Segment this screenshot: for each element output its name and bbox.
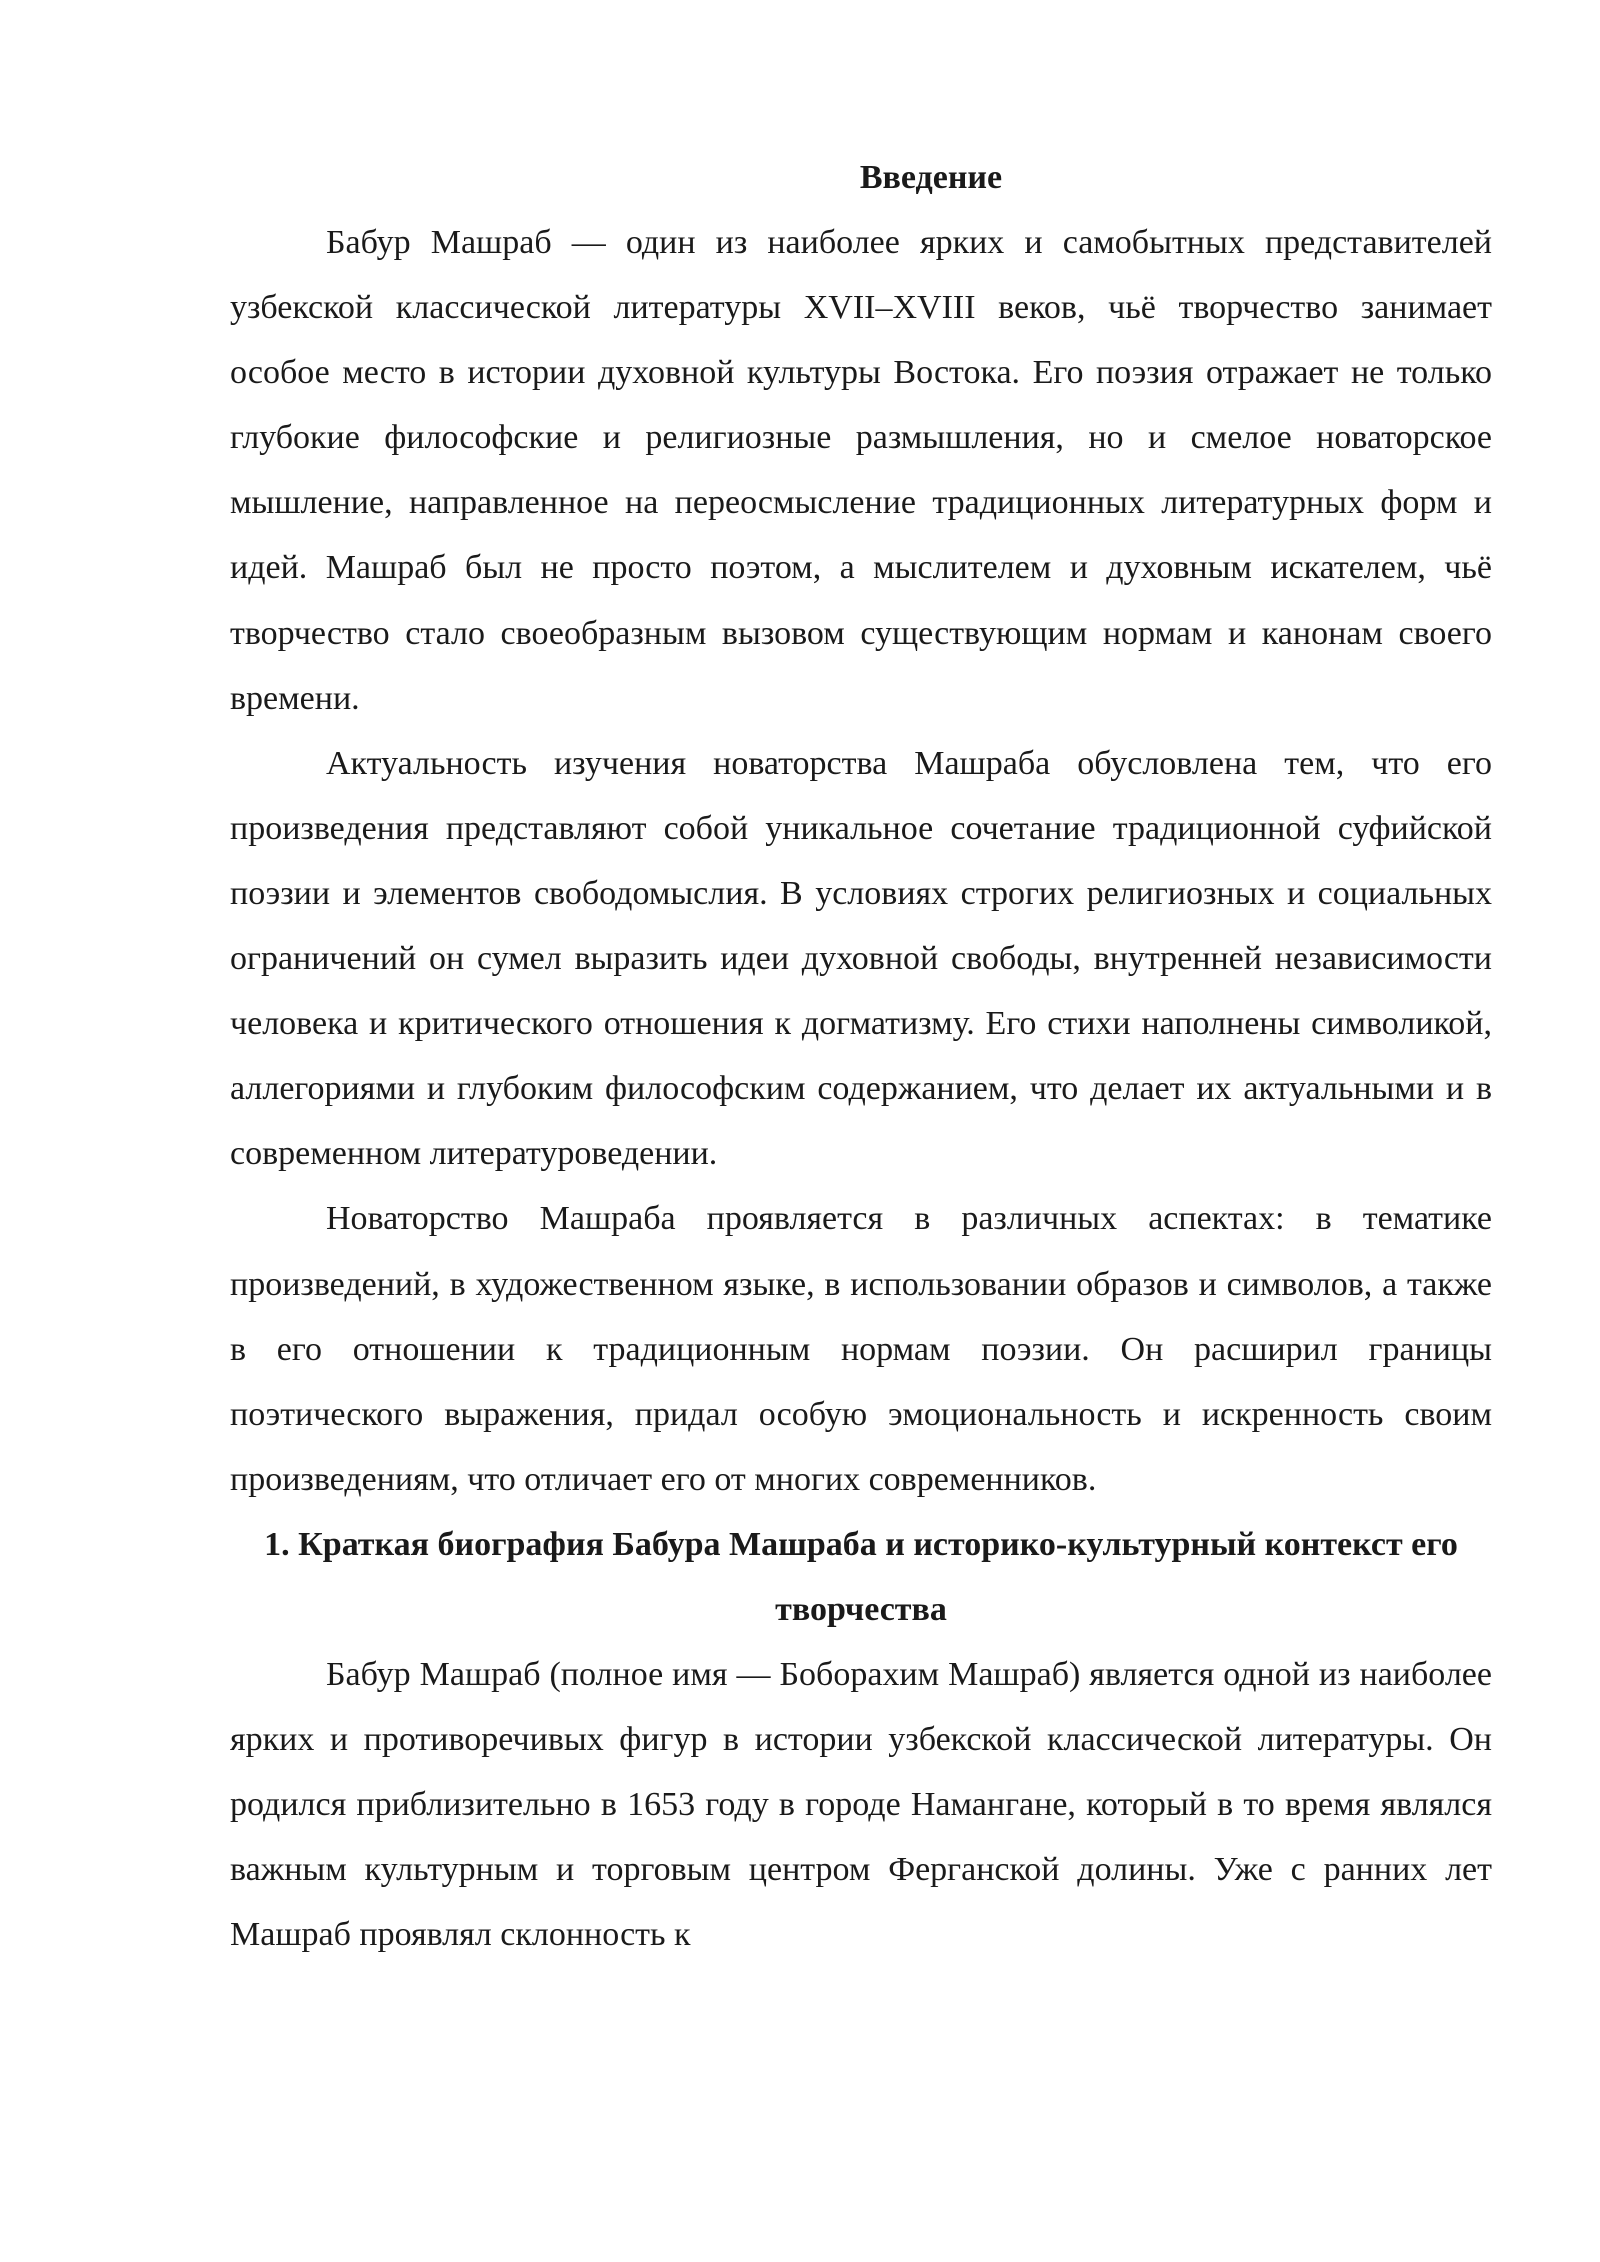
paragraph: Бабур Машраб (полное имя — Боборахим Машраб) является одной из наиболее ярких и противоречивых фигур в истории узбекской классической литературы. Он родился приблизительно в 1653 году в городе Намангане, который в то время являлся важным культурным и торговым центром Ферганской долины. Уже с ранних лет Машраб проявлял склонность к [230,1655,1492,1954]
paragraph: Актуальность изучения новаторства Машраба обусловлена тем, что его произведения представляют собой уникальное сочетание традиционной суфийской поэзии и элементов свободомыслия. В условиях строгих религиозных и социальных ограничений он сумел выразить идеи духовной свободы, внутренней независимости человека и критического отношения к догматизму. Его стихи наполнены символикой, аллегориями и глубоким философским содержанием, что делает их актуальными и в современном литературоведении. [230,744,1492,1173]
paragraph: Новаторство Машраба проявляется в различных аспектах: в тематике произведений, в художественном языке, в использовании образов и символов, а также в его отношении к традиционным нормам поэзии. Он расширил границы поэтического выражения, придал особую эмоциональность и искренность своим произведениям, что отличает его от многих современников. [230,1200,1492,1498]
section-heading: 1. Краткая биография Бабура Машраба и историко-культурный контекст его творчества [264,1525,1458,1628]
page-title: Введение [859,159,1003,196]
paragraph: Бабур Машраб — один из наиболее ярких и самобытных представителей узбекской классической литературы XVII–XVIII веков, чьё творчество занимает особое место в истории духовной культуры Востока. Его поэзия отражает не только глубокие философские и религиозные размышления, но и смелое новаторское мышление, направленное на переосмысление традиционных литературных форм и идей. Машраб был не просто поэтом, а мыслителем и духовным искателем, чьё творчество стало своеобразным вызовом существующим нормам и канонам своего времени. [230,224,1492,717]
document-page [230,145,1492,1967]
